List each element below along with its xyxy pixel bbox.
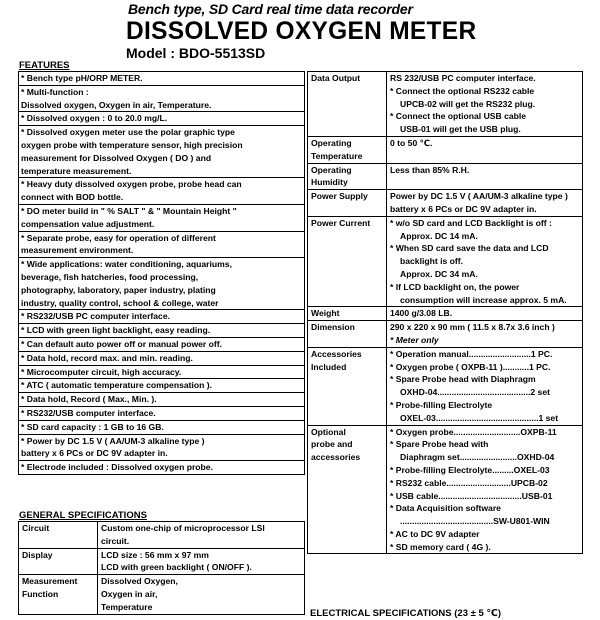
feature-line: industry, quality control, school & college, water [21,297,219,308]
feature-line: * Separate probe, easy for operation of different [21,232,302,245]
spec-value-line: * Connect the optional USB cable [390,110,579,123]
spec-value-line: * Connect the optional RS232 cable [390,85,579,98]
feature-line: * Can default auto power off or manual power off. [21,338,302,351]
spec-value [387,347,583,425]
spec-label-line: probe and [311,439,353,450]
feature-line: * Dissolved oxygen : 0 to 20.0 mg/L. [21,112,302,125]
features-table [18,71,305,475]
spec-value [387,425,583,554]
feature-line: temperature measurement. [21,165,132,176]
general-spec-value [98,548,305,575]
feature-row [19,434,305,461]
model-number: Model : BDO-5513SD [126,45,266,61]
feature-row [19,72,305,86]
spec-value-line: * Spare Probe head with [390,438,579,451]
feature-line: * Wide applications: water conditioning, aquariums, [21,258,302,271]
spec-value-line: .......................................SW-U801-WIN [400,516,550,527]
spec-row [308,321,583,348]
feature-line: photography, laboratory, paper industry, plating [21,284,216,295]
spec-value-line: * Probe-filling Electrolyte [390,399,579,412]
features-heading: FEATURES [19,60,70,71]
feature-line: * Data hold, record max. and min. reading. [21,352,302,365]
general-spec-value-line: circuit. [101,535,130,546]
spec-value-line: * w/o SD card and LCD Backlight is off : [390,217,579,230]
feature-cell [19,434,305,461]
feature-line: * Power by DC 1.5 V ( AA/UM-3 alkaline type ) [21,435,302,448]
spec-row [308,163,583,190]
spec-value [387,321,583,348]
spec-value-line: * Data Acquisition software [390,502,579,515]
spec-label-line: Operating [311,164,352,175]
spec-label-line: accessories [311,452,361,463]
spec-value-line: * Spare Probe head with Diaphragm [390,373,579,386]
header-subtitle: Bench type, SD Card real time data recorder [128,1,413,17]
spec-value-line: * Probe-filling Electrolyte.........OXEL-03 [390,464,579,477]
feature-line: * SD card capacity : 1 GB to 16 GB. [21,421,302,434]
feature-row [19,258,305,310]
feature-line: connect with BOD bottle. [21,192,124,203]
feature-line: * Heavy duty dissolved oxygen probe, probe head can [21,178,302,191]
feature-cell [19,406,305,420]
feature-line: Dissolved oxygen, Oxygen in air, Temperature. [21,99,212,110]
feature-cell [19,310,305,324]
general-spec-value-line: Temperature [101,601,153,612]
feature-line: * ATC ( automatic temperature compensation ). [21,379,302,392]
feature-cell [19,112,305,126]
feature-line: oxygen probe with temperature sensor, high precision [21,139,243,150]
feature-line: beverage, fish hatcheries, food processing, [21,271,199,282]
spec-label [308,307,387,321]
general-spec-value-line: LCD size : 56 mm x 97 mm [101,549,209,560]
general-spec-value [98,575,305,614]
feature-cell [19,351,305,365]
spec-value-line: Power by DC 1.5 V ( AA/UM-3 alkaline type ) [390,191,568,202]
feature-row [19,126,305,178]
spec-value-line: * Oxygen probe............................OXPB-11 [390,426,579,439]
electrical-spec-heading: ELECTRICAL SPECIFICATIONS (23 ± 5 ℃) [310,608,502,619]
spec-value-line: * RS232 cable...........................UPCB-02 [390,477,579,490]
spec-value-line: battery x 6 PCs or DC 9V adapter in. [390,203,537,214]
spec-row [308,307,583,321]
spec-row [308,72,583,137]
feature-row [19,178,305,205]
general-spec-value-line: Oxygen in air, [101,588,158,599]
spec-value-line: * Meter only [390,334,579,347]
spec-value [387,307,583,321]
feature-line: compensation value adjustment. [21,218,155,229]
feature-row [19,351,305,365]
feature-line: * LCD with green light backlight, easy reading. [21,324,302,337]
spec-label [308,72,387,137]
spec-value-line: Less than 85% R.H. [390,164,470,175]
feature-line: * Bench type pH/ORP METER. [21,72,302,85]
spec-row [308,216,583,307]
spec-label-line: Power Supply [311,191,368,202]
feature-line: * RS232/USB PC computer interface. [21,310,302,323]
feature-line: * RS232/USB computer interface. [21,407,302,420]
spec-value-line: * Operation manual..........................1 PC. [390,348,579,361]
spec-value-line: * Oxygen probe ( OXPB-11 )...........1 PC. [390,361,579,374]
spec-value-line: Approx. DC 34 mA. [400,268,478,279]
feature-line: * Electrode included : Dissolved oxygen probe. [21,461,302,474]
feature-line: * Dissolved oxygen meter use the polar graphic type [21,126,302,139]
general-spec-value-line: LCD with green backlight ( ON/OFF ). [101,562,252,573]
feature-line: * DO meter build in " % SALT " & " Mountain Height " [21,205,302,218]
spec-label-line: Operating [311,137,352,148]
spec-label [308,163,387,190]
feature-cell [19,337,305,351]
spec-label [308,425,387,554]
feature-row [19,85,305,112]
feature-cell [19,393,305,407]
spec-label [308,347,387,425]
spec-value [387,72,583,137]
feature-row [19,379,305,393]
spec-label-line: Data Output [311,73,361,83]
spec-value [387,216,583,307]
spec-label-line: Weight [311,308,340,319]
general-spec-row [19,548,305,575]
feature-cell [19,85,305,112]
spec-label [308,190,387,217]
spec-label-line: Accessories [311,348,362,359]
spec-row [308,347,583,425]
feature-cell [19,324,305,338]
feature-cell [19,365,305,379]
spec-label [308,321,387,348]
feature-line: measurement environment. [21,245,134,256]
spec-value-line: * If LCD backlight on, the power [390,281,579,294]
feature-cell [19,72,305,86]
feature-row [19,365,305,379]
feature-line: battery x 6 PCs or DC 9V adapter in. [21,448,168,459]
feature-cell [19,420,305,434]
feature-cell [19,231,305,258]
spec-value-line: * USB cable...................................USB-01 [390,490,579,503]
feature-cell [19,258,305,310]
spec-value-line: 0 to 50 ℃. [390,137,433,148]
feature-line: * Microcomputer circuit, high accuracy. [21,366,302,379]
feature-row [19,112,305,126]
spec-value-line: OXHD-04.......................................2 set [400,387,550,398]
spec-value-line: Approx. DC 14 mA. [400,230,478,241]
spec-value-line: * When SD card save the data and LCD [390,242,579,255]
spec-value-line: * AC to DC 9V adapter [390,528,579,541]
spec-row [308,190,583,217]
feature-row [19,420,305,434]
spec-value-line: RS 232/USB PC computer interface. [390,73,536,83]
spec-label-line: Temperature [311,150,363,161]
general-spec-row [19,575,305,614]
spec-label-line: Optional [311,426,346,437]
feature-line: measurement for Dissolved Oxygen ( DO ) and [21,152,212,163]
feature-row [19,324,305,338]
spec-value-line: * SD memory card ( 4G ). [390,541,579,554]
spec-label-line: Included [311,361,347,372]
spec-label-line: Power Current [311,217,371,228]
general-spec-value [98,522,305,549]
spec-value [387,163,583,190]
general-spec-table [18,521,305,615]
general-spec-row [19,522,305,549]
feature-row [19,406,305,420]
general-spec-label-line: Circuit [22,523,50,533]
general-spec-label-line: Measurement [22,576,78,587]
feature-cell [19,178,305,205]
feature-line: * Multi-function : [21,86,302,99]
spec-table [307,71,583,554]
general-spec-label-line: Display [22,549,53,560]
spec-value-line: OXEL-03...........................................1 set [400,412,559,423]
spec-value [387,190,583,217]
page-title: DISSOLVED OXYGEN METER [126,17,477,45]
feature-row [19,231,305,258]
general-spec-value-line: Custom one-chip of microprocessor LSI [101,523,265,533]
feature-row [19,310,305,324]
spec-value-line: USB-01 will get the USB plug. [400,124,521,135]
spec-label [308,136,387,163]
feature-row [19,204,305,231]
general-spec-heading: GENERAL SPECIFICATIONS [19,510,147,521]
feature-cell [19,461,305,475]
spec-value-line: 290 x 220 x 90 mm ( 11.5 x 8.7x 3.6 inch ) [390,322,555,333]
spec-label [308,216,387,307]
general-spec-label-line: Function [22,588,59,599]
general-spec-label [19,575,98,614]
spec-row [308,136,583,163]
general-spec-label [19,548,98,575]
spec-value-line: consumption will increase approx. 5 mA. [400,294,567,305]
spec-row [308,425,583,554]
general-spec-value-line: Dissolved Oxygen, [101,576,178,587]
feature-row [19,461,305,475]
spec-label-line: Humidity [311,177,348,188]
feature-cell [19,126,305,178]
spec-value-line: UPCB-02 will get the RS232 plug. [400,98,536,109]
feature-line: * Data hold, Record ( Max., Min. ). [21,393,302,406]
spec-value-line: Diaphragm set........................OXHD-04 [400,452,555,463]
spec-value-line: backlight is off. [400,256,464,267]
feature-row [19,337,305,351]
spec-label-line: Dimension [311,322,355,333]
spec-value-line: 1400 g/3.08 LB. [390,308,453,319]
feature-row [19,393,305,407]
general-spec-label [19,522,98,549]
feature-cell [19,204,305,231]
spec-value [387,136,583,163]
feature-cell [19,379,305,393]
